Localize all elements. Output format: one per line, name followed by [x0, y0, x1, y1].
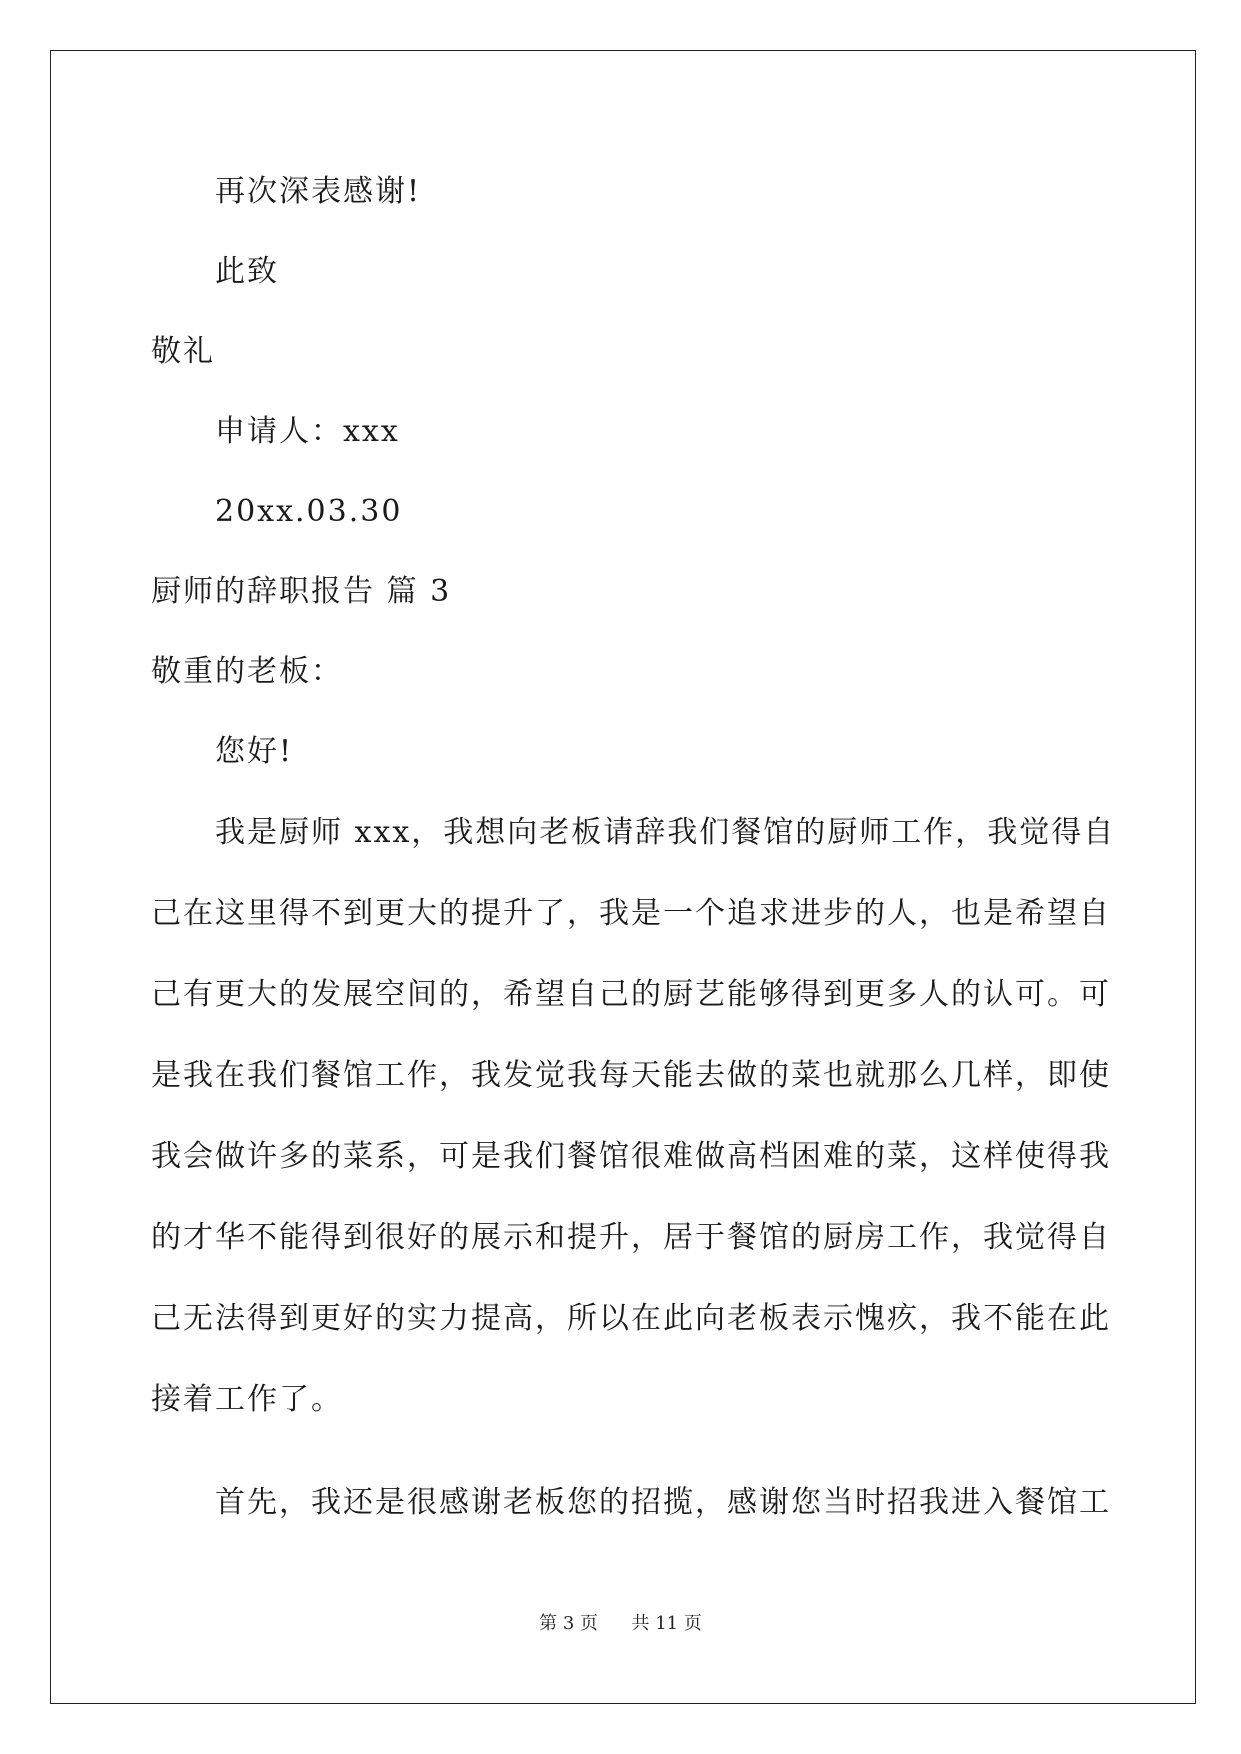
page-footer	[0, 1612, 1241, 1636]
page-number: 第 3 页	[539, 1613, 599, 1634]
paragraph-line: 己有更大的发展空间的，希望自己的厨艺能够得到更多人的认可。可	[151, 977, 1111, 1012]
paragraph-line: 我会做许多的菜系，可是我们餐馆很难做高档困难的菜，这样使得我	[151, 1139, 1111, 1174]
closing-salute-2: 敬礼	[151, 334, 215, 369]
paragraph-line: 的才华不能得到很好的展示和提升，居于餐馆的厨房工作，我觉得自	[151, 1220, 1111, 1255]
paragraph-line: 己无法得到更好的实力提高，所以在此向老板表示愧疚，我不能在此	[151, 1301, 1111, 1336]
section-title: 厨师的辞职报告 篇 3	[151, 574, 452, 609]
page-total: 共 11 页	[631, 1613, 702, 1634]
body-paragraph-2	[151, 1462, 1111, 1543]
date-line: 20xx.03.30	[215, 494, 403, 529]
paragraph-line: 首先，我还是很感谢老板您的招揽，感谢您当时招我进入餐馆工	[215, 1485, 1111, 1520]
closing-thanks: 再次深表感谢!	[215, 174, 422, 209]
body-paragraph-1	[151, 792, 1116, 1440]
hello-line: 您好!	[215, 734, 294, 769]
applicant-line: 申请人：xxx	[215, 414, 400, 449]
paragraph-line: 我是厨师 xxx，我想向老板请辞我们餐馆的厨师工作，我觉得自	[215, 815, 1116, 850]
closing-salute-1: 此致	[215, 254, 279, 289]
paragraph-line: 是我在我们餐馆工作，我发觉我每天能去做的菜也就那么几样，即使	[151, 1058, 1111, 1093]
greeting: 敬重的老板：	[151, 654, 343, 689]
paragraph-line: 接着工作了。	[151, 1382, 343, 1417]
paragraph-line: 己在这里得不到更大的提升了，我是一个追求进步的人，也是希望自	[151, 896, 1111, 931]
